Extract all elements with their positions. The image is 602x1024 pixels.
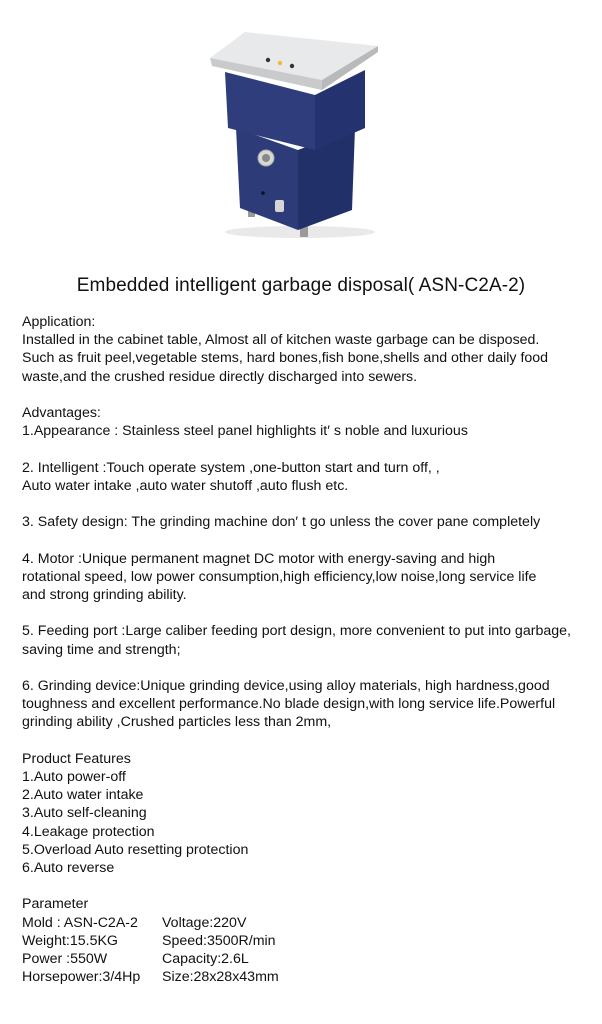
touch-button-icon bbox=[266, 58, 270, 62]
parameter-cell: Mold : ASN-C2A-2 bbox=[22, 914, 138, 931]
parameter-cell: Size:28x28x43mm bbox=[162, 969, 279, 986]
parameter-heading: Parameter bbox=[22, 896, 89, 913]
parameter-row bbox=[22, 932, 597, 950]
advantage-line: rotational speed, low power consumption,high efficiency,low noise,long service life bbox=[22, 568, 537, 585]
feature-item: 4.Leakage protection bbox=[22, 823, 155, 840]
advantage-line: grinding ability ,Crushed particles less than 2mm, bbox=[22, 714, 332, 731]
parameter-row bbox=[22, 950, 597, 968]
advantages-heading: Advantages: bbox=[22, 405, 101, 421]
feature-item: 6.Auto reverse bbox=[22, 859, 115, 876]
application-line: Such as fruit peel,vegetable stems, hard bones,fish bone,shells and other daily food bbox=[22, 350, 549, 367]
application-line: waste,and the crushed residue directly discharged into sewers. bbox=[22, 368, 418, 385]
advantage-line: 3. Safety design: The grinding machine don′ t go unless the cover pane completely bbox=[22, 514, 541, 531]
advantage-line: toughness and excellent performance.No blade design,with long service life.Powerful bbox=[22, 696, 556, 713]
parameter-cell: Horsepower:3/4Hp bbox=[22, 969, 141, 986]
advantage-line: 1.Appearance : Stainless steel panel highlights it′ s noble and luxurious bbox=[22, 423, 468, 440]
advantage-line: Auto water intake ,auto water shutoff ,auto flush etc. bbox=[22, 477, 349, 494]
page-title: Embedded intelligent garbage disposal( ASN-C2A-2) bbox=[76, 275, 526, 296]
feature-item: 2.Auto water intake bbox=[22, 787, 144, 804]
application-heading: Application: bbox=[22, 314, 96, 330]
features-heading: Product Features bbox=[22, 750, 131, 767]
feature-item: 3.Auto self-cleaning bbox=[22, 805, 147, 822]
application-line: Installed in the cabinet table, Almost all of kitchen waste garbage can be disposed. bbox=[22, 332, 540, 349]
parameter-row bbox=[22, 914, 597, 932]
stainless-panel bbox=[210, 32, 378, 80]
spec-document bbox=[22, 313, 597, 986]
parameter-cell: Weight:15.5KG bbox=[22, 932, 118, 949]
feature-item: 1.Auto power-off bbox=[22, 768, 126, 785]
parameter-cell: Voltage:220V bbox=[162, 914, 247, 931]
parameter-table bbox=[22, 914, 597, 987]
parameter-cell: Power :550W bbox=[22, 950, 108, 967]
advantage-line: 5. Feeding port :Large caliber feeding port design, more convenient to put into garbage, bbox=[22, 623, 571, 640]
advantage-line: 2. Intelligent :Touch operate system ,one-button start and turn off, , bbox=[22, 459, 440, 476]
touch-button-icon bbox=[278, 61, 282, 65]
parameter-cell: Capacity:2.6L bbox=[162, 950, 249, 967]
advantage-line: 6. Grinding device:Unique grinding device,using alloy materials, high hardness,good bbox=[22, 677, 550, 694]
advantage-line: saving time and strength; bbox=[22, 641, 181, 658]
product-image bbox=[0, 0, 602, 255]
inlet-connector bbox=[275, 200, 284, 212]
parameter-row bbox=[22, 968, 597, 986]
advantage-line: and strong grinding ability. bbox=[22, 586, 187, 603]
feature-item: 5.Overload Auto resetting protection bbox=[22, 841, 249, 858]
touch-button-icon bbox=[290, 64, 294, 68]
advantage-line: 4. Motor :Unique permanent magnet DC motor with energy-saving and high bbox=[22, 550, 496, 567]
parameter-cell: Speed:3500R/min bbox=[162, 932, 276, 949]
